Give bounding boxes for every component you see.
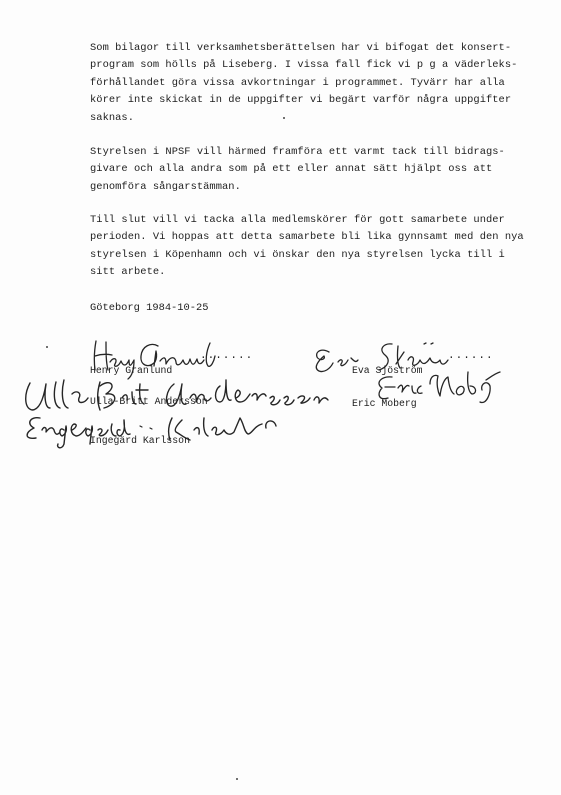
text-line: Styrelsen i NPSF vill härmed framföra ett varmt tack till bidrags- — [90, 146, 505, 158]
text-line: saknas. — [90, 111, 134, 124]
signatory-name-ulla-britt: Ulla-Britt Andersson — [90, 396, 208, 407]
text-line: förhållandet göra vissa avkortningar i programmet. Tyvärr har alla — [90, 76, 505, 89]
text-line: genomföra sångarstämman. — [90, 180, 241, 193]
text-line: program som hölls på Liseberg. I vissa fall fick vi p g a väderleks- — [90, 59, 518, 72]
text-line: perioden. Vi hoppas att detta samarbete bli lika gynnsamt med den nya — [90, 231, 524, 244]
signatory-name-eric: Eric Moberg — [352, 398, 417, 409]
scan-speck — [46, 346, 48, 348]
signatory-name-ingegard: Ingegärd Karlsson — [90, 435, 190, 446]
text-line: sitt arbete. — [90, 266, 166, 279]
signature-line-henry: ....... — [200, 350, 254, 362]
text-line: Till slut vill vi tacka alla medlemskörer för gott samarbete under — [90, 214, 505, 226]
scan-speck — [283, 117, 285, 119]
text-line: givare och alla andra som på ett eller annat sätt hjälpt oss att — [90, 163, 493, 176]
scan-speck — [236, 778, 238, 780]
text-line: Som bilagor till verksamhetsberättelsen har vi bifogat det konsert- — [90, 42, 512, 54]
text-line: styrelsen i Köpenhamn och vi önskar den nya styrelsen lycka till i — [90, 248, 505, 261]
signatory-name-henry: Henry Granlund — [90, 365, 173, 376]
signature-line-eva: ...... — [448, 350, 494, 362]
signatory-name-eva: Eva Sjöström — [352, 365, 423, 376]
place-date: Göteborg 1984-10-25 — [90, 302, 209, 314]
text-line: körer inte skickat in de uppgifter vi begärt varför några uppgifter — [90, 94, 512, 107]
